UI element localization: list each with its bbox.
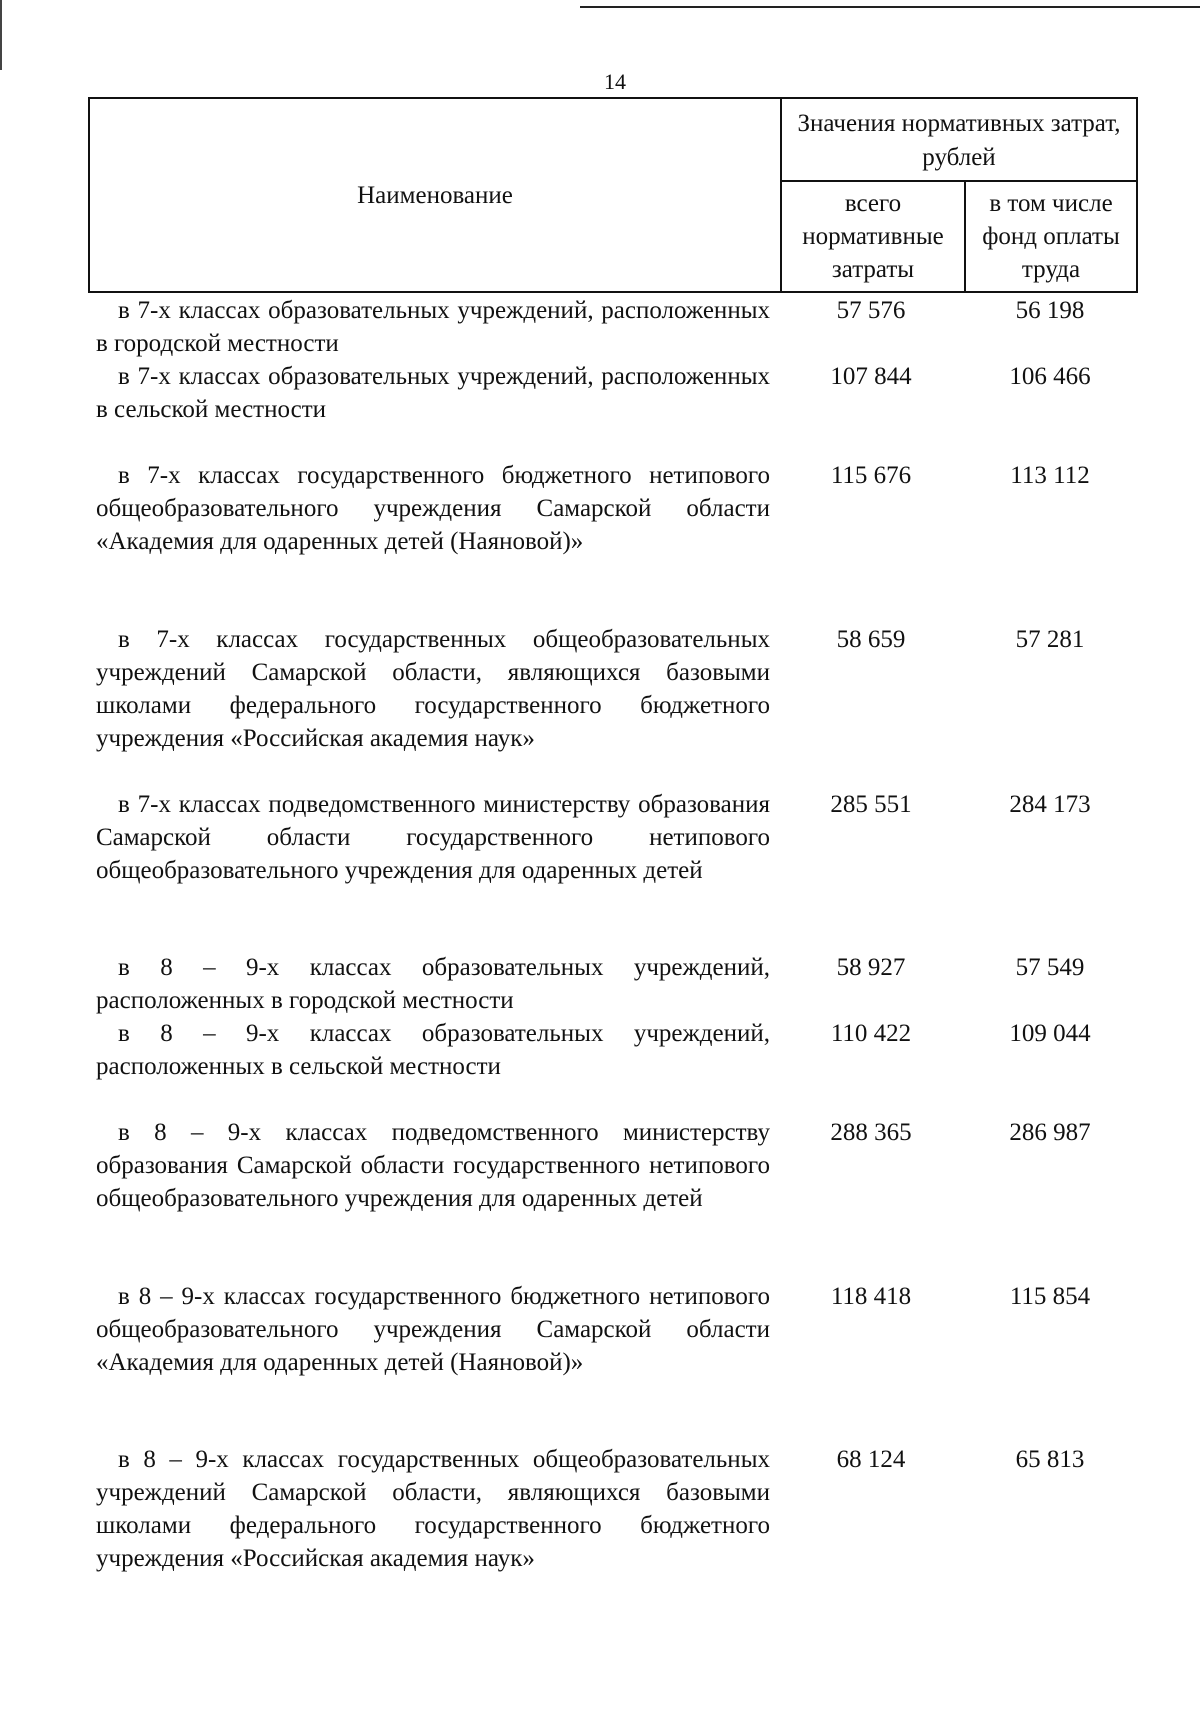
row-total: 68 124 <box>836 1446 906 1473</box>
row-name: в 8 – 9-х классах образовательных учреждений, расположенных в сельской местности <box>96 1020 770 1080</box>
page-number: 14 <box>604 69 626 94</box>
row-total: 107 844 <box>830 363 912 390</box>
row-total: 57 576 <box>836 297 906 324</box>
header-wage-column: в том числе фонд оплаты труда <box>982 190 1120 283</box>
row-total: 58 927 <box>836 954 906 981</box>
row-wage: 56 198 <box>1015 297 1085 324</box>
row-wage: 284 173 <box>1009 791 1091 818</box>
header-total-column: всего нормативные затраты <box>802 190 944 283</box>
header-values-group: Значения нормативных затрат, рублей <box>797 110 1121 171</box>
row-total: 288 365 <box>830 1119 912 1146</box>
row-wage: 106 466 <box>1009 363 1091 390</box>
row-name: в 8 – 9-х классах государственных общеобразовательных учреждений Самарской области, являющихся базовыми школами федерального государственного бюджетного учреждения «Российская академия наук» <box>96 1446 770 1572</box>
row-name: в 7-х классах подведомственного министерству образования Самарской области государственного нетипового общеобразовательного учреждения для одаренных детей <box>96 791 770 884</box>
row-total: 58 659 <box>836 626 906 653</box>
row-total: 285 551 <box>830 791 912 818</box>
row-total: 110 422 <box>830 1020 912 1047</box>
row-wage: 286 987 <box>1009 1119 1091 1146</box>
row-wage: 109 044 <box>1009 1020 1091 1047</box>
row-total: 115 676 <box>830 462 912 489</box>
row-name: в 8 – 9-х классах образовательных учреждений, расположенных в городской местности <box>96 954 770 1014</box>
row-total: 118 418 <box>830 1283 912 1310</box>
row-name: в 7-х классах государственного бюджетного нетипового общеобразовательного учреждения Самарской области «Академия для одаренных детей (Наяновой)» <box>96 462 770 555</box>
row-wage: 57 549 <box>1015 954 1085 981</box>
row-wage: 113 112 <box>1010 462 1090 489</box>
row-wage: 115 854 <box>1009 1283 1091 1310</box>
row-wage: 65 813 <box>1015 1446 1085 1473</box>
header-name-column: Наименование <box>357 182 513 209</box>
row-name: в 7-х классах государственных общеобразовательных учреждений Самарской области, являющихся базовыми школами федерального государственного бюджетного учреждения «Российская академия наук» <box>96 626 770 752</box>
row-name: в 7-х классах образовательных учреждений, расположенных в городской местности <box>96 297 770 357</box>
row-name: в 7-х классах образовательных учреждений, расположенных в сельской местности <box>96 363 770 423</box>
row-wage: 57 281 <box>1015 626 1085 653</box>
row-name: в 8 – 9-х классах подведомственного министерству образования Самарской области государственного нетипового общеобразовательного учреждения для одаренных детей <box>96 1119 770 1212</box>
row-name: в 8 – 9-х классах государственного бюджетного нетипового общеобразовательного учреждения Самарской области «Академия для одаренных детей (Наяновой)» <box>96 1283 770 1376</box>
